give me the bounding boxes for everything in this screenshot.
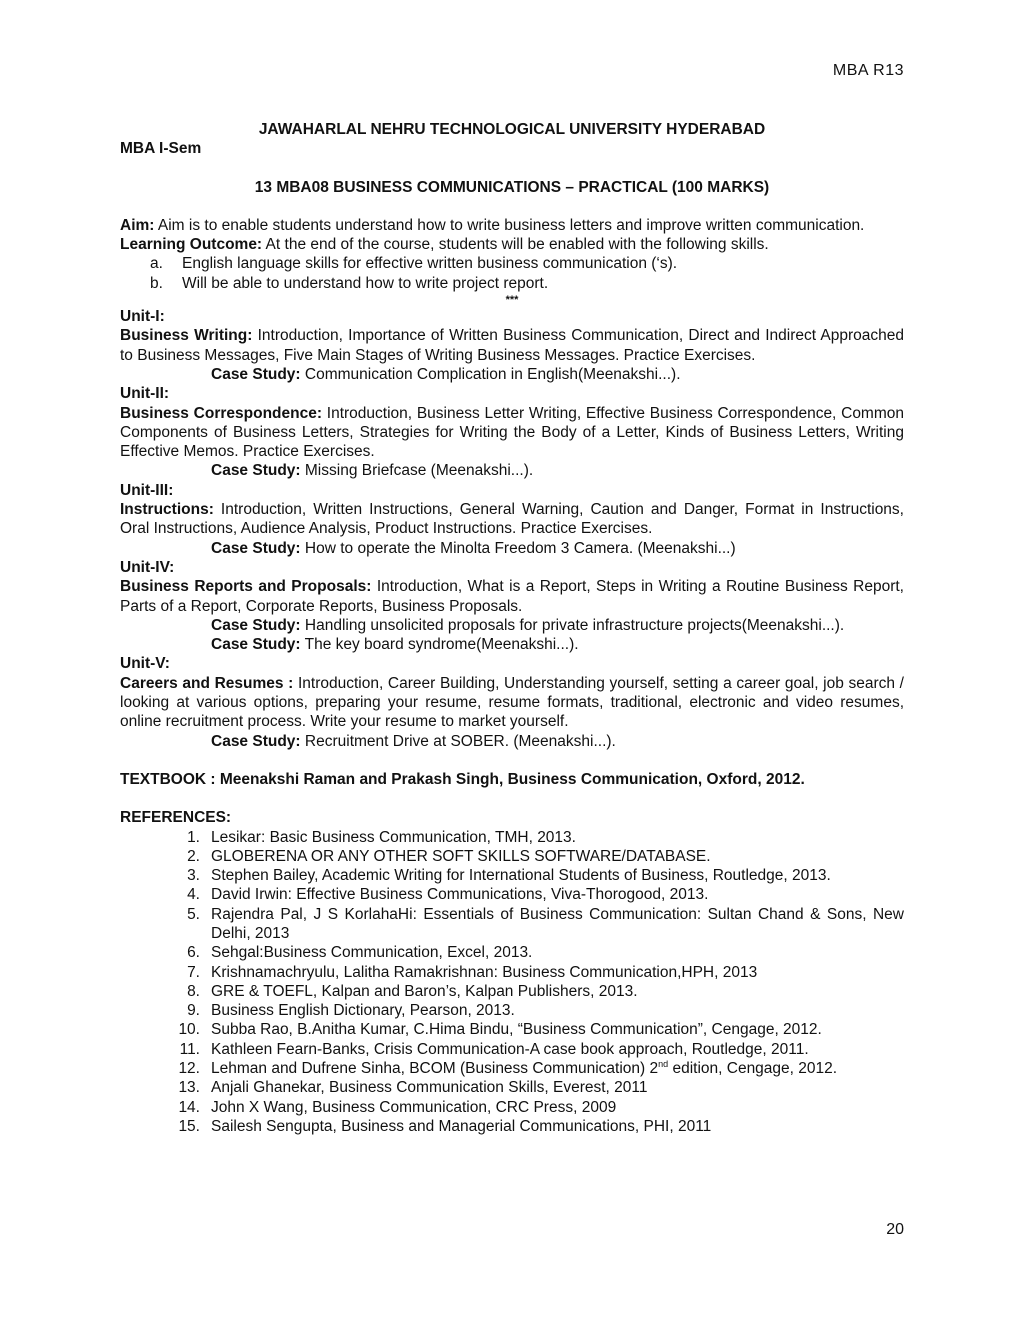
unit-heading: Careers and Resumes : <box>120 674 294 692</box>
list-item: 15. Sailesh Sengupta, Business and Managerial Communications, PHI, 2011 <box>178 1117 712 1135</box>
unit-heading: Business Reports and Proposals: <box>120 578 372 596</box>
semester-label: MBA I-Sem <box>120 140 202 158</box>
unit-text: Introduction, What is a Report, Steps in Writing a Routine Business Report, Parts of a Report, Corporate Reports, Business Proposals. <box>120 578 904 615</box>
case-study: Case Study: Handling unsolicited proposals for private infrastructure projects(Meenakshi...). <box>211 616 845 634</box>
list-item: 1. Lesikar: Basic Business Communication, TMH, 2013. <box>187 828 576 846</box>
unit-title: Unit-III: <box>120 481 174 499</box>
aim-label: Aim: <box>120 216 155 234</box>
unit-title: Unit-I: <box>120 308 165 326</box>
list-item: 12. Lehman and Dufrene Sinha, BCOM (Business Communication) 2nd edition, Cengage, 2012. <box>178 1058 838 1078</box>
document-code: MBA R13 <box>832 62 904 79</box>
unit-title: Unit-IV: <box>120 558 175 576</box>
learning-outcome-label: Learning Outcome: <box>120 236 263 254</box>
aim-paragraph <box>120 216 904 235</box>
unit-text: Introduction, Career Building, Understanding yourself, setting a career goal, job search / looking at various options, preparing your resume, resume formats, traditional, electronic and video resumes, online recruitment process. Write your resume to market yourself. <box>120 674 904 731</box>
list-item: 11. Kathleen Fearn-Banks, Crisis Communication-A case book approach, Routledge, 2011. <box>179 1040 809 1058</box>
references-title: REFERENCES: <box>120 809 232 827</box>
unit-text: Introduction, Importance of Written Business Communication, Direct and Indirect Approached to Business Messages, Five Main Stages of Writing Business Messages. Practice Exercises. <box>120 327 904 364</box>
list-item: 5. Rajendra Pal, J S KorlahaHi: Essentials of Business Communication: Sultan Chand & Sons, New Delhi, 2013 <box>187 905 904 942</box>
list-item: 2. GLOBERENA OR ANY OTHER SOFT SKILLS SOFTWARE/DATABASE. <box>187 847 711 865</box>
unit-description <box>120 577 904 616</box>
unit-text: Introduction, Business Letter Writing, Effective Business Correspondence, Common Components of Business Letters, Strategies for Writing the Body of a Letter, Kinds of Business Letters, Writing Effective Memos. Practice Exercises. <box>120 404 905 461</box>
list-item: a. English language skills for effective written business communication (‘s). <box>150 255 678 273</box>
page-number: 20 <box>886 1221 904 1238</box>
references-list <box>120 828 904 1137</box>
university-name: JAWAHARLAL NEHRU TECHNOLOGICAL UNIVERSITY HYDERABAD <box>258 121 766 138</box>
list-item: 3. Stephen Bailey, Academic Writing for International Students of Business, Routledge, 2013. <box>187 867 831 885</box>
list-item: 10. Subba Rao, B.Anitha Kumar, C.Hima Bindu, “Business Communication”, Cengage, 2012. <box>178 1021 822 1039</box>
case-study: Case Study: Missing Briefcase (Meenakshi...). <box>211 462 534 480</box>
unit-text: Introduction, Written Instructions, General Warning, Caution and Danger, Format in Instructions, Oral Instructions, Audience Analysis, Product Instructions. Practice Exercises. <box>120 501 904 538</box>
unit-heading: Business Correspondence: <box>120 404 323 422</box>
case-study: Case Study: Communication Complication in English(Meenakshi...). <box>211 365 681 383</box>
unit-description <box>120 500 904 539</box>
list-item: 8. GRE & TOEFL, Kalpan and Baron’s, Kalpan Publishers, 2013. <box>187 982 638 1000</box>
course-title: 13 MBA08 BUSINESS COMMUNICATIONS – PRACTICAL (100 MARKS) <box>254 178 770 196</box>
list-item: 7. Krishnamachryulu, Lalitha Ramakrishnan: Business Communication,HPH, 2013 <box>187 963 758 981</box>
separator: *** <box>505 294 519 307</box>
learning-outcome-list <box>120 254 904 293</box>
case-study: Case Study: How to operate the Minolta Freedom 3 Camera. (Meenakshi...) <box>211 539 736 557</box>
case-study: Case Study: Recruitment Drive at SOBER. (Meenakshi...). <box>211 732 616 750</box>
list-item: 9. Business English Dictionary, Pearson, 2013. <box>187 1002 515 1020</box>
syllabus-content <box>120 120 904 1136</box>
unit-description <box>120 674 904 732</box>
unit-heading: Business Writing: <box>120 327 253 345</box>
aim-text: Aim is to enable students understand how to write business letters and improve written communication. <box>154 216 865 234</box>
list-item: 6. Sehgal:Business Communication, Excel, 2013. <box>187 944 533 962</box>
unit-description <box>120 326 904 365</box>
unit-title: Unit-V: <box>120 655 170 673</box>
unit-description <box>120 404 904 462</box>
textbook-line: TEXTBOOK : Meenakshi Raman and Prakash Singh, Business Communication, Oxford, 2012. <box>120 770 805 788</box>
list-item: 13. Anjali Ghanekar, Business Communication Skills, Everest, 2011 <box>178 1079 648 1097</box>
learning-outcome-paragraph <box>120 235 904 254</box>
list-item: 4. David Irwin: Effective Business Communications, Viva-Thorogood, 2013. <box>187 886 709 904</box>
list-item: 14. John X Wang, Business Communication, CRC Press, 2009 <box>178 1098 617 1116</box>
case-study: Case Study: The key board syndrome(Meenakshi...). <box>211 636 579 654</box>
unit-title: Unit-II: <box>120 385 170 403</box>
unit-heading: Instructions: <box>120 501 214 519</box>
learning-outcome-text: At the end of the course, students will be enabled with the following skills. <box>262 236 769 254</box>
list-item: b. Will be able to understand how to write project report. <box>150 274 549 292</box>
